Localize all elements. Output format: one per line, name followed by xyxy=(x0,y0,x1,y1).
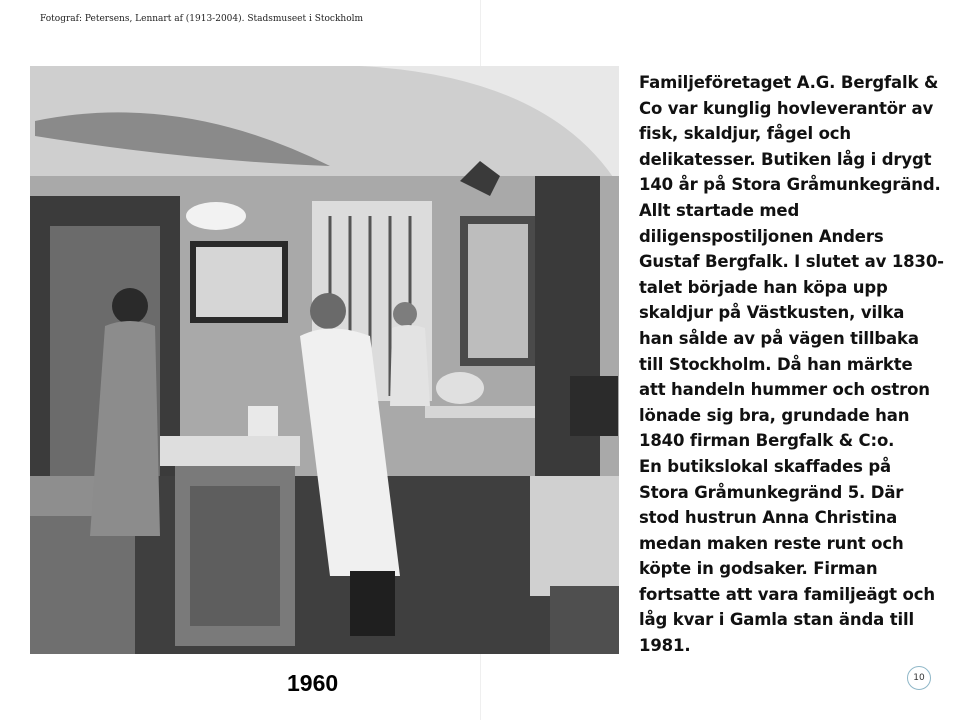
historical-photo xyxy=(30,66,619,654)
article-text: Familjeföretaget A.G. Bergfalk & Co var kunglig hovleverantör av fisk, skaldjur, fågel och delikatesser. Butiken låg i drygt 140 år på Stora Gråmunkegränd. Allt startade med diligenspostiljonen Anders Gustaf Bergfalk. I slutet av 1830-talet började han köpa upp skaldjur på Västkusten, vilka han sålde av på vägen tillbaka till Stockholm. Då han märkte att handeln hummer och ostron lönade sig bra, grundade han 1840 firman Bergfalk & C:o. En butikslokal skaffades på Stora Gråmunkegränd 5. Där stod hustrun Anna Christina medan maken reste runt och köpte in godsaker. Firman fortsatte att vara familjeägt och låg kvar i Gamla stan ända till 1981. xyxy=(639,73,944,656)
shop-interior-illustration xyxy=(30,66,619,654)
photo-credit: Fotograf: Petersens, Lennart af (1913-2004). Stadsmuseet i Stockholm xyxy=(40,14,364,24)
page-number: 10 xyxy=(907,666,931,690)
photo-year: 1960 xyxy=(287,670,339,696)
